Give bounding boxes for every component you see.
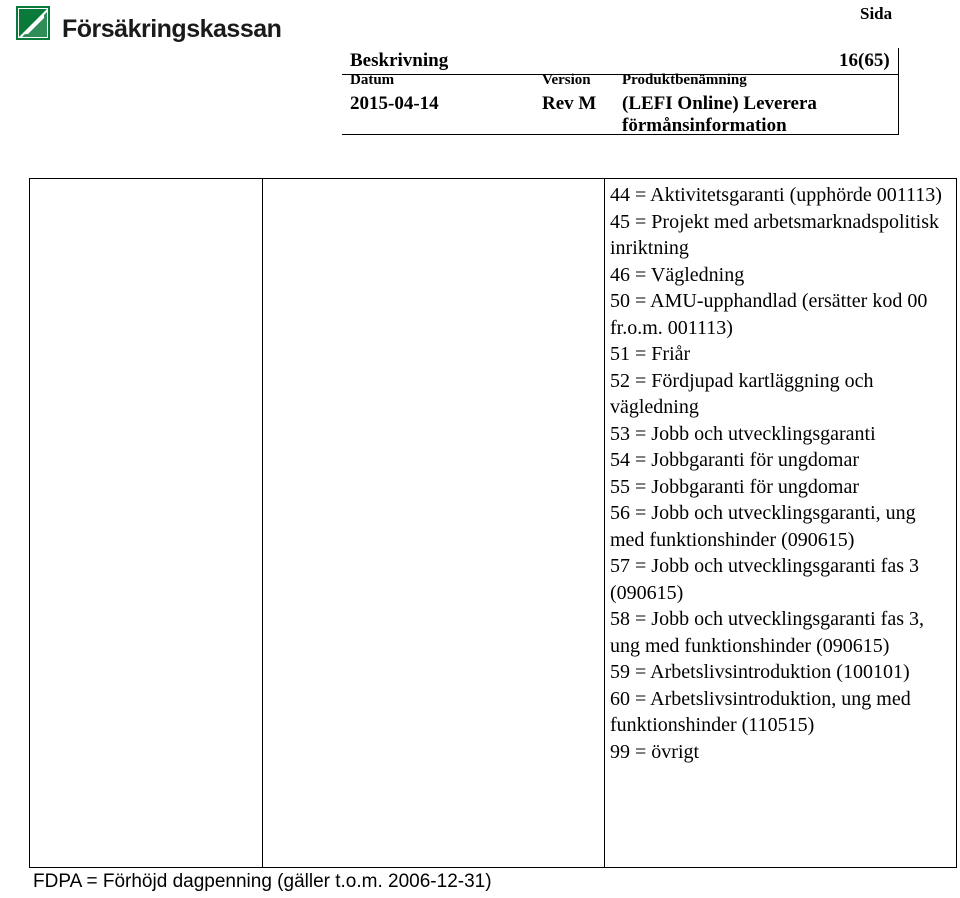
- code-item: 60 = Arbetslivsintroduktion, ung med funktionshinder (110515): [610, 687, 911, 736]
- code-item: 56 = Jobb och utvecklingsgaranti, ung med funktionshinder (090615): [610, 502, 916, 551]
- code-item: 50 = AMU-upphandlad (ersätter kod 00 fr.o.m. 001113): [610, 290, 928, 339]
- date-value: 2015-04-14: [350, 93, 439, 114]
- date-label: Datum: [350, 72, 395, 88]
- code-item: 99 = övrigt: [610, 740, 700, 763]
- document-header: [342, 48, 899, 135]
- codes-cell: [610, 182, 955, 765]
- code-item: 53 = Jobb och utvecklingsgaranti: [610, 422, 876, 445]
- code-item: 45 = Projekt med arbetsmarknadspolitisk inriktning: [610, 210, 940, 259]
- product-label: Produktbenämning: [622, 72, 747, 88]
- page-label: Sida: [860, 4, 893, 23]
- doc-type: Beskrivning: [350, 50, 449, 71]
- codes-table: [29, 178, 957, 868]
- code-item: 55 = Jobbgaranti för ungdomar: [610, 475, 860, 498]
- product-value: (LEFI Online) Leverera förmånsinformation: [622, 93, 817, 136]
- code-item: 57 = Jobb och utvecklingsgaranti fas 3 (090615): [610, 555, 919, 604]
- logo-text: Försäkringskassan: [62, 15, 282, 43]
- code-item: 44 = Aktivitetsgaranti (upphörde 001113): [610, 184, 942, 206]
- fk-logo-icon: [16, 6, 50, 40]
- version-value: Rev M: [542, 93, 597, 114]
- version-label: Version: [542, 72, 591, 88]
- header-divider: [342, 74, 898, 75]
- column-divider: [262, 179, 263, 867]
- code-item: 59 = Arbetslivsintroduktion (100101): [610, 661, 910, 683]
- page-number: 16(65): [839, 50, 890, 71]
- code-item: 58 = Jobb och utvecklingsgaranti fas 3, ung med funktionshinder (090615): [610, 608, 924, 657]
- code-item: 52 = Fördjupad kartläggning och vägledning: [610, 369, 874, 418]
- code-item: 54 = Jobbgaranti för ungdomar: [610, 449, 860, 471]
- column-divider: [604, 179, 605, 867]
- code-item: 51 = Friår: [610, 343, 691, 365]
- code-item: 46 = Vägledning: [610, 263, 745, 286]
- footnote: FDPA = Förhöjd dagpenning (gäller t.o.m. 2006-12-31): [33, 871, 492, 892]
